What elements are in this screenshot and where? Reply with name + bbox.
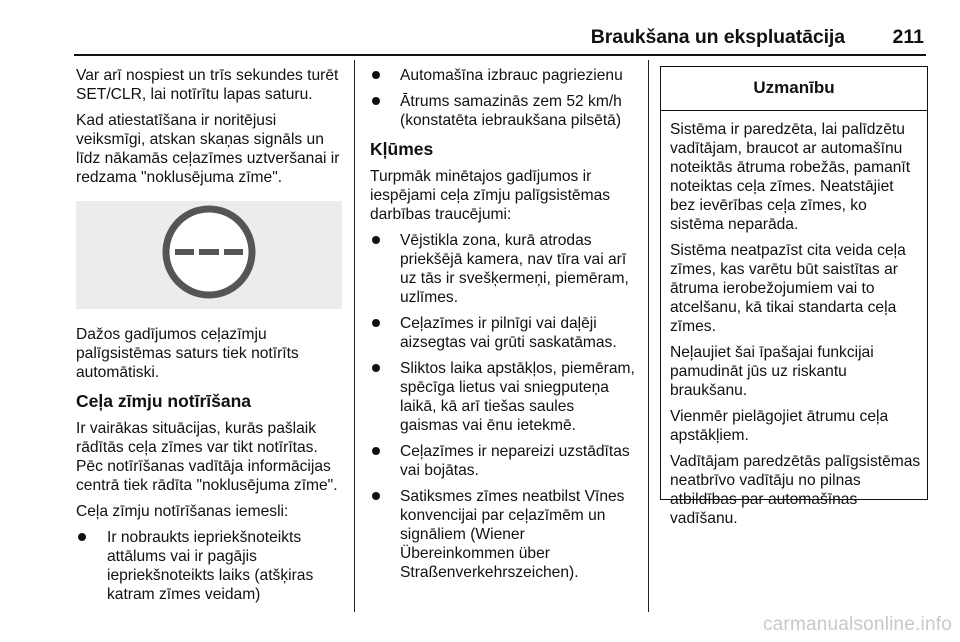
caution-paragraph: Neļaujiet šai īpašajai funkcijai pamudināt jūs uz riskantu braukšanu. [670,344,874,399]
caution-title: Uzmanību [661,67,927,111]
bullet-icon [372,236,380,244]
caution-paragraph: Sistēma neatpazīst cita veida ceļa zīmes, kas varētu būt saistītas ar ātruma ierobežojumiem vai to atcelšanu, kā tikai standarta ceļa zīmes. [670,242,906,335]
section-title: Braukšana un ekspluatācija [590,26,845,48]
list-item-text: Satiksmes zīmes neatbilst Vīnes konvencijai par ceļazīmēm un signāliem (Wiener Übereinkommen über Straßenverkehrszeichen). [400,488,625,581]
bullet-icon [372,447,380,455]
bullet-icon [372,319,380,327]
bullet-list [370,66,636,130]
column-divider-2 [648,60,649,612]
caution-paragraph: Vienmēr pielāgojiet ātrumu ceļa apstākļiem. [670,408,889,444]
list-item-text: Ceļazīmes ir pilnīgi vai daļēji aizsegtas vai grūti saskatāmas. [400,315,617,351]
section-heading: Kļūmes [370,139,434,159]
list-item [370,231,636,307]
list-item [370,487,636,582]
caution-paragraph: Sistēma ir paredzēta, lai palīdzētu vadītājam, braucot ar automašīnu noteiktās ātruma robežās, pamanīt noteiktas ceļa zīmes. Neatstājiet bez ievērības ceļa zīmes, ko sistēma neparāda. [670,121,911,233]
default-sign-icon [161,204,257,304]
watermark: carmanualsonline.info [762,614,952,635]
list-item-text: Ir nobraukts iepriekšnoteikts attālums vai ir pagājis iepriekšnoteikts laiks (atšķiras katram zīmes veidam) [107,529,314,603]
section-heading: Ceļa zīmju notīrīšana [76,391,252,411]
bullet-icon [372,97,380,105]
bullet-list [370,231,636,582]
bullet-list [76,528,344,604]
paragraph: Kad atiestatīšana ir noritējusi veiksmīgi, atskan skaņas signāls un līdz nākamās ceļazīmes uztveršanai ir redzama "noklusējuma zīme". [76,112,340,186]
list-item [370,442,636,480]
paragraph: Dažos gadījumos ceļazīmju palīgsistēmas saturs tiek notīrīts automātiski. [76,326,299,381]
list-item-text: Automašīna izbrauc pagriezienu [400,67,623,84]
list-item [370,66,636,85]
list-item-text: Ātrums samazinās zem 52 km/h (konstatēta iebraukšana pilsētā) [400,93,622,129]
list-item-text: Ceļazīmes ir nepareizi uzstādītas vai bojātas. [400,443,630,479]
caution-box [660,66,928,527]
bullet-icon [372,364,380,372]
list-item-text: Vējstikla zona, kurā atrodas priekšējā kamera, nav tīra vai arī uz tās ir svešķermeņi, piemēram, uzlīmes. [400,232,629,306]
list-item [370,359,636,435]
caution-paragraph: Vadītājam paredzētās palīgsistēmas neatbrīvo vadītāju no pilnas atbildības par automašīnas vadīšanu. [670,453,921,527]
bullet-icon [372,71,380,79]
list-item [370,314,636,352]
header-divider [74,54,926,56]
paragraph: Ir vairākas situācijas, kurās pašlaik rādītās ceļa zīmes var tikt notīrītas. Pēc notīrīšanas vadītāja informācijas centrā tiek rādīta "noklusējuma zīme". [76,420,338,494]
page-number: 211 [892,26,924,48]
page-header [0,0,960,52]
list-item [76,528,344,604]
list-item-text: Sliktos laika apstākļos, piemēram, spēcīga lietus vai sniegputeņa laikā, kā arī tiešas saules gaismas vai ēnu ietekmē. [400,360,635,434]
column-left [76,66,344,611]
paragraph: Ceļa zīmju notīrīšanas iemesli: [76,503,289,520]
bullet-icon [372,492,380,500]
paragraph: Turpmāk minētajos gadījumos ir iespējami ceļa zīmju palīgsistēmas darbības traucējumi: [370,168,611,223]
paragraph: Var arī nospiest un trīs sekundes turēt SET/CLR, lai notīrītu lapas saturu. [76,67,339,103]
caution-body [661,111,927,528]
default-sign-illustration [76,201,342,309]
bullet-icon [78,533,86,541]
column-divider-1 [354,60,355,612]
list-item [370,92,636,130]
column-middle [370,66,636,589]
